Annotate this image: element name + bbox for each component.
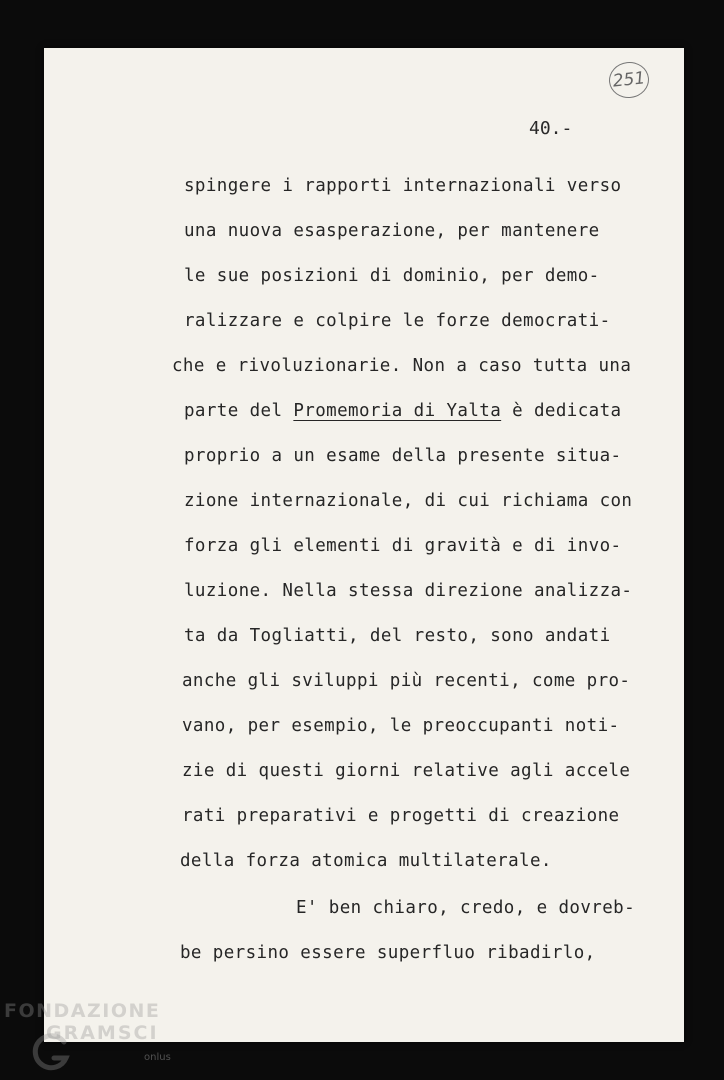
text-line-4: ralizzare e colpire le forze democrati- <box>184 311 611 331</box>
watermark-line-1: FONDAZIONE <box>4 1000 161 1022</box>
text-line-13: vano, per esempio, le preoccupanti noti- <box>182 716 620 736</box>
text-line-1: spingere i rapporti internazionali verso <box>184 176 622 196</box>
text-line-6-start: parte del <box>184 401 294 421</box>
text-line-17: E' ben chiaro, credo, e dovreb- <box>296 898 636 918</box>
watermark <box>4 1000 160 1044</box>
text-line-2: una nuova esasperazione, per mantenere <box>184 221 600 241</box>
underlined-title: Promemoria di Yalta <box>293 401 502 421</box>
text-line-3: le sue posizioni di dominio, per demo- <box>184 266 600 286</box>
text-line-14: zie di questi giorni relative agli accele <box>182 761 631 781</box>
watermark-line-3: onlus <box>144 1052 171 1063</box>
text-line-11: ta da Togliatti, del resto, sono andati <box>184 626 611 646</box>
text-line-10: luzione. Nella stessa direzione analizza- <box>184 581 633 601</box>
text-line-9: forza gli elementi di gravità e di invo- <box>184 536 622 556</box>
archive-page-stamp: 251 <box>607 60 651 100</box>
text-line-16: della forza atomica multilaterale. <box>180 851 552 871</box>
text-line-6 <box>184 401 621 421</box>
watermark-logo-icon <box>30 1030 74 1074</box>
text-line-12: anche gli sviluppi più recenti, come pro- <box>182 671 631 691</box>
text-line-7: proprio a un esame della presente situa- <box>184 446 622 466</box>
text-line-6-end: è dedicata <box>501 401 622 421</box>
text-line-5: che e rivoluzionarie. Non a caso tutta una <box>172 356 632 376</box>
watermark-line-2: GRAMSCI <box>46 1022 159 1044</box>
text-line-15: rati preparativi e progetti di creazione <box>182 806 620 826</box>
text-line-8: zione internazionale, di cui richiama con <box>184 491 633 511</box>
text-line-18: be persino essere superfluo ribadirlo, <box>180 943 596 963</box>
page-number: 40.- <box>529 118 573 139</box>
